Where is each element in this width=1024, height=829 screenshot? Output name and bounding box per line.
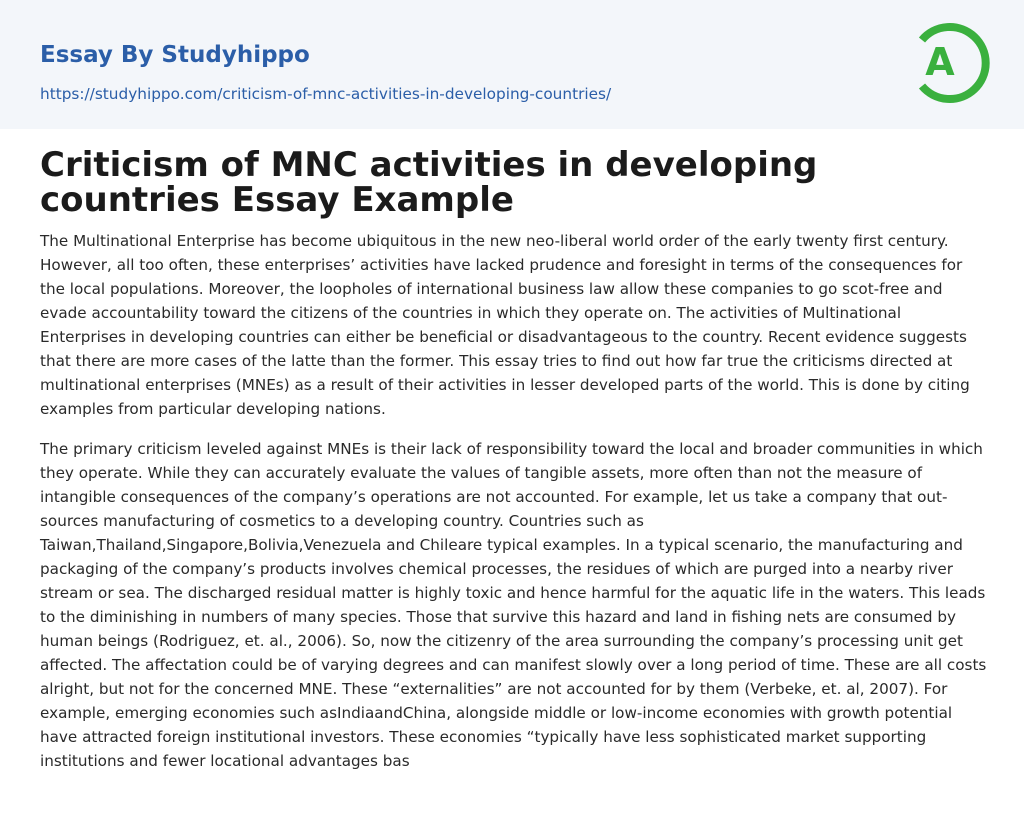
site-title[interactable]: Essay By Studyhippo xyxy=(40,42,310,68)
studyhippo-logo-icon[interactable] xyxy=(910,18,990,108)
article-body xyxy=(40,229,990,789)
site-header xyxy=(0,0,1024,129)
paragraph-2: The primary criticism leveled against MNEs is their lack of responsibility toward the local and broader communities in which they operate. While they can accurately evaluate the values of tangible assets, more often than not the measure of intangible consequences of the company’s operations are not accounted. For example, let us take a company that out-sources manufacturing of cosmetics to a developing country. Countries such as Taiwan,Thailand,Singapore,Bolivia,Venezuela and Chileare typical examples. In a typical scenario, the manufacturing and packaging of the company’s products involves chemical processes, the residues of which are purged into a nearby river stream or sea. The discharged residual matter is highly toxic and hence harmful for the aquatic life in the waters. This leads to the diminishing in numbers of many species. Those that survive this hazard and land in fishing nets are consumed by human beings (Rodriguez, et. al., 2006). So, now the citizenry of the area surrounding the company’s processing unit get affected. The affectation could be of varying degrees and can manifest slowly over a long period of time. These are all costs alright, but not for the concerned MNE. These “externalities” are not accounted for by them (Verbeke, et. al, 2007). For example, emerging economies such asIndiaandChina, alongside middle or low-income economies with growth potential have attracted foreign institutional investors. These economies “typically have less sophisticated market supporting institutions and fewer locational advantages bas xyxy=(40,440,987,770)
page-url-link[interactable]: https://studyhippo.com/criticism-of-mnc-activities-in-developing-countries/ xyxy=(40,85,612,103)
page-title: Criticism of MNC activities in developing countries Essay Example xyxy=(40,145,818,220)
paragraph-1: The Multinational Enterprise has become ubiquitous in the new neo-liberal world order of the early twenty first century. However, all too often, these enterprises’ activities have lacked prudence and foresight in terms of the consequences for the local populations. Moreover, the loopholes of international business law allow these companies to go scot-free and evade accountability toward the citizens of the countries in which they operate on. The activities of Multinational Enterprises in developing countries can either be beneficial or disadvantageous to the country. Recent evidence suggests that there are more cases of the latte than the former. This essay tries to find out how far true the criticisms directed at multinational enterprises (MNEs) as a result of their activities in lesser developed parts of the world. This is done by citing examples from particular developing nations. xyxy=(40,232,970,418)
logo-letter: A xyxy=(925,40,955,84)
